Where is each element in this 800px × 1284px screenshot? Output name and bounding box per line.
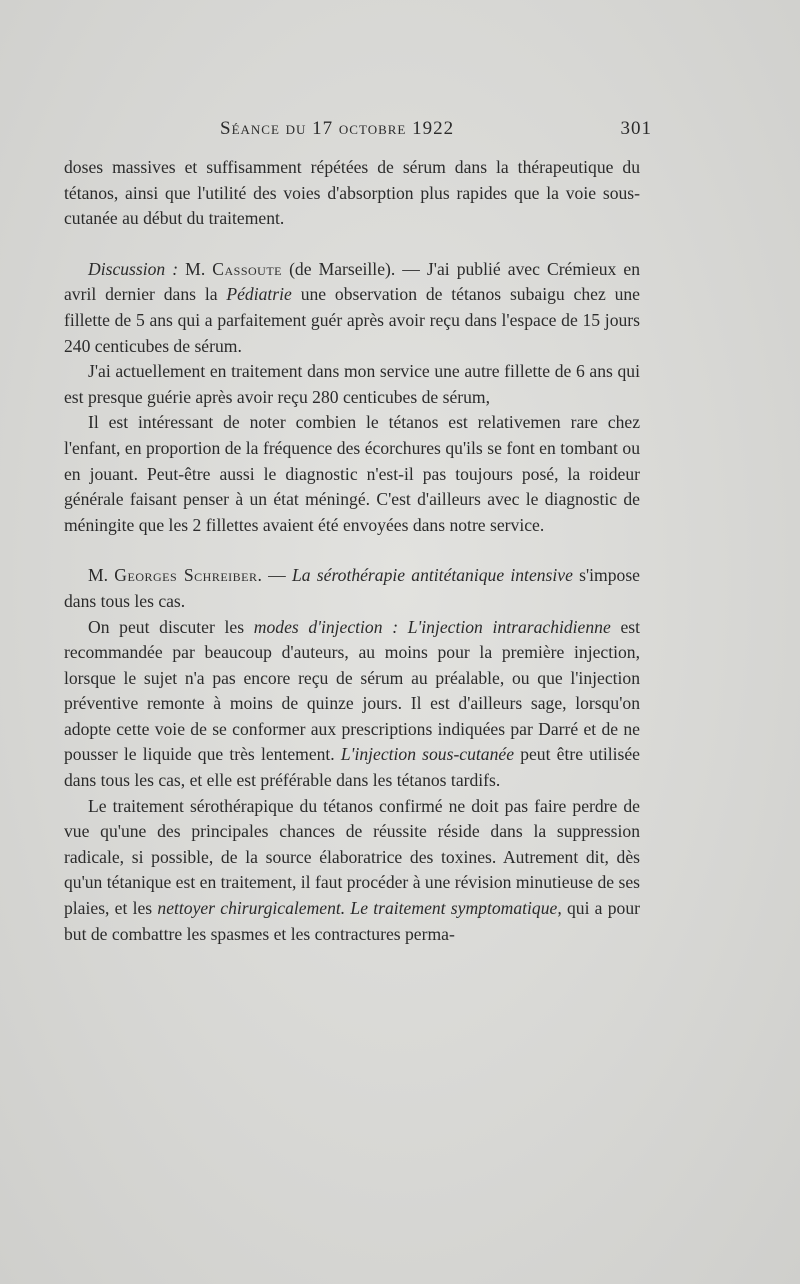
italic-phrase: nettoyer chirurgicalement. Le traitement symptomatique, — [157, 898, 562, 919]
paragraph-text: . — — [257, 565, 286, 586]
paragraph-discussion — [64, 257, 640, 359]
speaker-prefix: M. — [88, 565, 109, 586]
running-title: Séance du 17 octobre 1922 — [220, 118, 455, 139]
paragraph-1: doses massives et suffisamment répétées de sérum dans la thérapeutique du tétanos, ainsi que l'utilité des voies d'absorption plus rapides que la voie sous-cutanée au début du traitement. — [64, 157, 640, 229]
paragraph-text: une observation de tétanos subaigu chez une fillette de 5 ans qui a parfaitement guér après avoir reçu dans l'espace de 15 jours 240 centicubes de sérum. — [64, 284, 640, 356]
speaker-prefix: M. — [185, 258, 206, 279]
paragraph-text: s'impose dans tous les cas. — [64, 565, 640, 611]
paragraph-text: (de Marseille). — J'ai publié avec Crémieux en avril dernier dans la — [64, 258, 640, 305]
paragraph-4: Il est intéressant de noter combien le tétanos est relativemen rare chez l'enfant, en proportion de la fréquence des écorchures qu'ils se font en tombant ou en jouant. Peut-être aussi le diagnostic n'est-il pas toujours posé, la roideur générale faisant penser à un état méningé. C'est d'ailleurs avec le diagnostic de méningite que les 2 fillettes avaient été envoyées dans notre service. — [64, 412, 640, 535]
paragraph-text: On peut discuter les — [88, 616, 245, 637]
paragraph-schreiber — [64, 563, 640, 614]
paragraph-text: peut être utilisée dans tous les cas, et elle est préférable dans les tétanos tardifs. — [64, 744, 640, 791]
journal-title: Pédiatrie — [226, 284, 292, 305]
paragraph-text: qui a pour but de combattre les spasmes et les contractures perma- — [64, 898, 640, 944]
discussion-label: Discussion : — [88, 258, 179, 279]
paragraph-3: J'ai actuellement en traitement dans mon service une autre fillette de 6 ans qui est presque guérie après avoir reçu 280 centicubes de sérum, — [64, 361, 640, 407]
italic-phrase: modes d'injection : L'injection intrarachidienne — [253, 616, 611, 637]
body-text — [64, 155, 640, 947]
paragraph-text: Le traitement sérothérapique du tétanos confirmé ne doit pas faire perdre de vue qu'une des principales chances de réussite réside dans la suppression radicale, si possible, de la source élaboratrice des toxines. Autrement dit, dès qu'un tétanique est en traitement, il faut procéder à une révision minutieuse de ses plaies, et les — [64, 795, 640, 919]
italic-phrase: L'injection sous-cutanée — [340, 744, 515, 765]
speaker-name: Georges Schreiber — [114, 565, 258, 586]
paragraph-text: est recommandée par beaucoup d'auteurs, au moins pour la première injection, lorsque le sujet n'a pas encore reçu de sérum au préalable, ou que l'injection préventive remonte à moins de quinze jours. Il est d'ailleurs sage, lorsqu'on adopte cette voie de se conformer aux prescriptions indiquées par Darré et de ne pousser le liquide que très lentement. — [64, 616, 641, 765]
paragraph-7 — [64, 794, 640, 948]
page-header — [220, 118, 652, 142]
speaker-name: Cassoute — [212, 258, 283, 279]
paragraph-6 — [64, 615, 640, 794]
italic-phrase: La sérothérapie antitétanique intensive — [291, 565, 573, 586]
page-number: 301 — [620, 118, 652, 139]
